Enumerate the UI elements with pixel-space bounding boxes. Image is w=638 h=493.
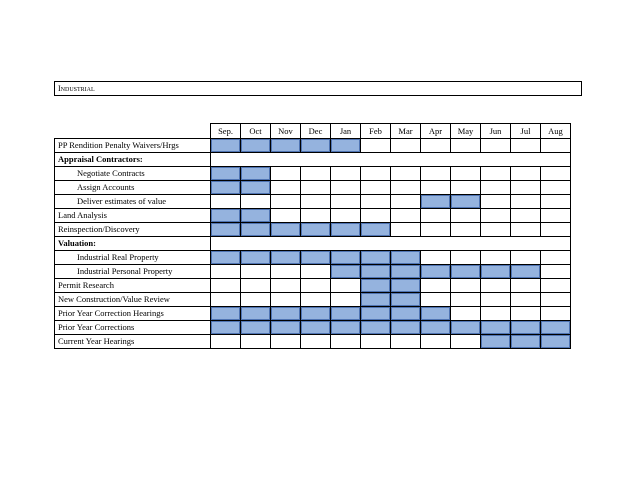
schedule-cell bbox=[271, 181, 301, 195]
schedule-bar-cell bbox=[361, 279, 391, 293]
schedule-bar-cell bbox=[301, 251, 331, 265]
schedule-cell bbox=[361, 139, 391, 153]
schedule-bar-cell bbox=[211, 209, 241, 223]
row-label: Negotiate Contracts bbox=[55, 167, 211, 181]
schedule-cell bbox=[361, 167, 391, 181]
schedule-cell bbox=[361, 335, 391, 349]
schedule-cell bbox=[481, 279, 511, 293]
schedule-bar-cell bbox=[211, 321, 241, 335]
row-label: PP Rendition Penalty Waivers/Hrgs bbox=[55, 139, 211, 153]
schedule-bar-cell bbox=[331, 307, 361, 321]
schedule-bar-cell bbox=[481, 321, 511, 335]
schedule-cell bbox=[241, 265, 271, 279]
schedule-bar-cell bbox=[211, 223, 241, 237]
schedule-cell bbox=[421, 139, 451, 153]
month-header: May bbox=[451, 124, 481, 139]
schedule-cell bbox=[331, 195, 361, 209]
schedule-cell bbox=[241, 195, 271, 209]
table-row bbox=[55, 251, 571, 265]
schedule-cell bbox=[481, 293, 511, 307]
schedule-cell bbox=[421, 279, 451, 293]
schedule-cell bbox=[421, 335, 451, 349]
schedule-bar-cell bbox=[481, 265, 511, 279]
schedule-bar-cell bbox=[451, 265, 481, 279]
schedule-bar-cell bbox=[271, 251, 301, 265]
schedule-cell bbox=[421, 181, 451, 195]
schedule-bar-cell bbox=[211, 307, 241, 321]
row-label: Deliver estimates of value bbox=[55, 195, 211, 209]
table-row bbox=[55, 237, 571, 251]
schedule-bar-cell bbox=[331, 321, 361, 335]
month-header: Apr bbox=[421, 124, 451, 139]
schedule-cell bbox=[451, 223, 481, 237]
row-label: Appraisal Contractors: bbox=[55, 153, 211, 167]
schedule-cell bbox=[511, 251, 541, 265]
schedule-cell bbox=[511, 223, 541, 237]
schedule-cell bbox=[481, 251, 511, 265]
schedule-cell bbox=[541, 251, 571, 265]
schedule-bar-cell bbox=[271, 139, 301, 153]
schedule-bar-cell bbox=[361, 293, 391, 307]
schedule-bar-cell bbox=[331, 265, 361, 279]
schedule-cell bbox=[481, 167, 511, 181]
schedule-bar-cell bbox=[241, 139, 271, 153]
row-label: Industrial Personal Property bbox=[55, 265, 211, 279]
month-header-row bbox=[55, 124, 571, 139]
schedule-cell bbox=[301, 181, 331, 195]
schedule-bar-cell bbox=[361, 321, 391, 335]
schedule-bar-cell bbox=[361, 307, 391, 321]
schedule-cell bbox=[541, 293, 571, 307]
schedule-cell bbox=[331, 209, 361, 223]
schedule-cell bbox=[481, 209, 511, 223]
row-label: Land Analysis bbox=[55, 209, 211, 223]
schedule-bar-cell bbox=[451, 195, 481, 209]
schedule-cell bbox=[511, 209, 541, 223]
schedule-cell bbox=[451, 209, 481, 223]
schedule-cell bbox=[271, 279, 301, 293]
schedule-cell bbox=[241, 279, 271, 293]
schedule-table bbox=[54, 123, 571, 349]
schedule-cell bbox=[271, 335, 301, 349]
schedule-cell bbox=[421, 223, 451, 237]
month-header: Nov bbox=[271, 124, 301, 139]
schedule-cell bbox=[391, 209, 421, 223]
schedule-bar-cell bbox=[421, 307, 451, 321]
schedule-cell bbox=[301, 167, 331, 181]
schedule-bar-cell bbox=[301, 321, 331, 335]
row-label: Current Year Hearings bbox=[55, 335, 211, 349]
schedule-cell bbox=[541, 265, 571, 279]
schedule-cell bbox=[301, 293, 331, 307]
schedule-cell bbox=[511, 167, 541, 181]
schedule-cell bbox=[361, 209, 391, 223]
schedule-bar-cell bbox=[241, 181, 271, 195]
table-row bbox=[55, 307, 571, 321]
schedule-bar-cell bbox=[391, 251, 421, 265]
row-label: Industrial Real Property bbox=[55, 251, 211, 265]
schedule-cell bbox=[301, 195, 331, 209]
schedule-bar-cell bbox=[391, 307, 421, 321]
schedule-bar-cell bbox=[511, 265, 541, 279]
schedule-cell bbox=[451, 279, 481, 293]
schedule-cell bbox=[331, 279, 361, 293]
schedule-bar-cell bbox=[211, 139, 241, 153]
schedule-bar-cell bbox=[421, 265, 451, 279]
schedule-bar-cell bbox=[331, 223, 361, 237]
schedule-cell bbox=[331, 167, 361, 181]
row-label: Assign Accounts bbox=[55, 181, 211, 195]
table-row bbox=[55, 195, 571, 209]
table-row bbox=[55, 167, 571, 181]
schedule-bar-cell bbox=[361, 265, 391, 279]
schedule-bar-cell bbox=[391, 293, 421, 307]
month-header: Oct bbox=[241, 124, 271, 139]
row-label: Permit Research bbox=[55, 279, 211, 293]
schedule-cell bbox=[541, 223, 571, 237]
schedule-cell bbox=[301, 279, 331, 293]
schedule-cell bbox=[241, 293, 271, 307]
table-row bbox=[55, 293, 571, 307]
schedule-bar-cell bbox=[271, 321, 301, 335]
schedule-bar-cell bbox=[331, 139, 361, 153]
month-header: Sep. bbox=[211, 124, 241, 139]
schedule-cell bbox=[481, 139, 511, 153]
month-header: Dec bbox=[301, 124, 331, 139]
schedule-cell bbox=[391, 195, 421, 209]
schedule-cell bbox=[271, 209, 301, 223]
schedule-cell bbox=[391, 223, 421, 237]
row-label: Valuation: bbox=[55, 237, 211, 251]
schedule-cell bbox=[391, 181, 421, 195]
schedule-bar-cell bbox=[391, 279, 421, 293]
schedule-cell bbox=[451, 181, 481, 195]
schedule-bar-cell bbox=[391, 321, 421, 335]
month-header: Jun bbox=[481, 124, 511, 139]
schedule-cell bbox=[541, 139, 571, 153]
schedule-cell bbox=[391, 139, 421, 153]
table-row bbox=[55, 139, 571, 153]
schedule-cell bbox=[361, 181, 391, 195]
schedule-cell bbox=[481, 195, 511, 209]
schedule-bar-cell bbox=[301, 307, 331, 321]
schedule-cell bbox=[271, 293, 301, 307]
schedule-cell bbox=[451, 139, 481, 153]
schedule-cell bbox=[211, 293, 241, 307]
table-row bbox=[55, 265, 571, 279]
schedule-cell bbox=[511, 195, 541, 209]
schedule-cell bbox=[271, 265, 301, 279]
row-label: Prior Year Correction Hearings bbox=[55, 307, 211, 321]
schedule-cell bbox=[211, 265, 241, 279]
schedule-cell bbox=[451, 251, 481, 265]
schedule-cell bbox=[451, 293, 481, 307]
schedule-cell bbox=[301, 265, 331, 279]
table-row bbox=[55, 181, 571, 195]
month-header: Aug bbox=[541, 124, 571, 139]
schedule-cell bbox=[421, 209, 451, 223]
schedule-cell bbox=[511, 307, 541, 321]
schedule-bar-cell bbox=[541, 335, 571, 349]
schedule-cell bbox=[481, 181, 511, 195]
schedule-bar-cell bbox=[241, 307, 271, 321]
table-row bbox=[55, 335, 571, 349]
schedule-cell bbox=[361, 195, 391, 209]
row-label: New Construction/Value Review bbox=[55, 293, 211, 307]
month-header: Mar bbox=[391, 124, 421, 139]
schedule-cell bbox=[481, 307, 511, 321]
schedule-bar-cell bbox=[241, 209, 271, 223]
schedule-bar-cell bbox=[481, 335, 511, 349]
schedule-bar-cell bbox=[211, 167, 241, 181]
table-row bbox=[55, 209, 571, 223]
schedule-cell bbox=[511, 181, 541, 195]
schedule-cell bbox=[271, 195, 301, 209]
table-row bbox=[55, 223, 571, 237]
schedule-cell bbox=[511, 279, 541, 293]
section-title: Industrial bbox=[54, 81, 582, 96]
schedule-cell bbox=[541, 167, 571, 181]
schedule-bar-cell bbox=[421, 321, 451, 335]
schedule-cell bbox=[391, 335, 421, 349]
schedule-bar-cell bbox=[271, 307, 301, 321]
schedule-cell bbox=[541, 181, 571, 195]
schedule-cell bbox=[541, 195, 571, 209]
schedule-bar-cell bbox=[241, 321, 271, 335]
schedule-cell bbox=[541, 209, 571, 223]
schedule-cell bbox=[241, 335, 271, 349]
schedule-cell bbox=[451, 167, 481, 181]
schedule-bar-cell bbox=[511, 335, 541, 349]
schedule-bar-cell bbox=[271, 223, 301, 237]
month-header: Jul bbox=[511, 124, 541, 139]
table-row bbox=[55, 321, 571, 335]
schedule-cell bbox=[211, 279, 241, 293]
schedule-bar-cell bbox=[301, 139, 331, 153]
schedule-cell bbox=[421, 167, 451, 181]
table-row bbox=[55, 153, 571, 167]
schedule-bar-cell bbox=[361, 251, 391, 265]
schedule-cell bbox=[421, 251, 451, 265]
schedule-bar-cell bbox=[211, 181, 241, 195]
schedule-bar-cell bbox=[511, 321, 541, 335]
table-row bbox=[55, 279, 571, 293]
row-label: Reinspection/Discovery bbox=[55, 223, 211, 237]
schedule-bar-cell bbox=[241, 167, 271, 181]
schedule-cell bbox=[301, 209, 331, 223]
schedule-bar-cell bbox=[361, 223, 391, 237]
section-span-cell bbox=[211, 153, 571, 167]
section-span-cell bbox=[211, 237, 571, 251]
schedule-bar-cell bbox=[241, 251, 271, 265]
month-header: Jan bbox=[331, 124, 361, 139]
schedule-cell bbox=[331, 293, 361, 307]
schedule-bar-cell bbox=[301, 223, 331, 237]
schedule-bar-cell bbox=[211, 251, 241, 265]
row-label: Prior Year Corrections bbox=[55, 321, 211, 335]
schedule-cell bbox=[541, 307, 571, 321]
schedule-cell bbox=[331, 181, 361, 195]
schedule-cell bbox=[451, 335, 481, 349]
month-header: Feb bbox=[361, 124, 391, 139]
schedule-cell bbox=[451, 307, 481, 321]
header-blank-cell bbox=[55, 124, 211, 139]
schedule-cell bbox=[511, 293, 541, 307]
schedule-cell bbox=[211, 195, 241, 209]
schedule-cell bbox=[211, 335, 241, 349]
schedule-bar-cell bbox=[331, 251, 361, 265]
schedule-bar-cell bbox=[241, 223, 271, 237]
schedule-bar-cell bbox=[421, 195, 451, 209]
schedule-cell bbox=[541, 279, 571, 293]
schedule-bar-cell bbox=[541, 321, 571, 335]
schedule-cell bbox=[421, 293, 451, 307]
schedule-cell bbox=[331, 335, 361, 349]
schedule-cell bbox=[271, 167, 301, 181]
schedule-cell bbox=[511, 139, 541, 153]
schedule-cell bbox=[301, 335, 331, 349]
schedule-cell bbox=[481, 223, 511, 237]
schedule-bar-cell bbox=[451, 321, 481, 335]
schedule-bar-cell bbox=[391, 265, 421, 279]
schedule-cell bbox=[391, 167, 421, 181]
